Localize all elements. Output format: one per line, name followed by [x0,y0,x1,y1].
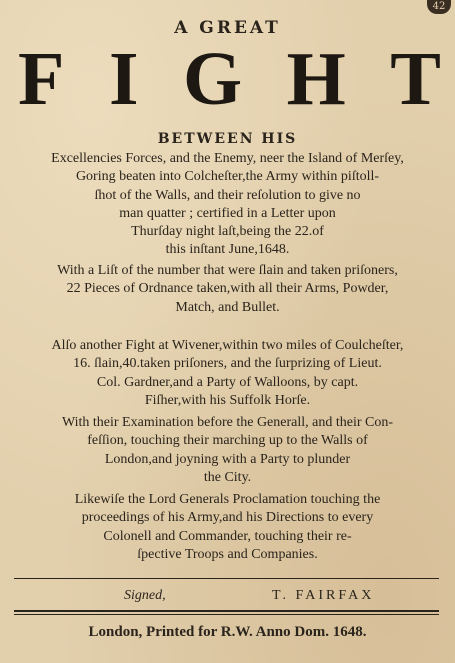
text-line: Col. Gardner,and a Party of Walloons, by capt. [96,374,359,390]
text-line: Match, and Bullet. [175,299,280,315]
signatory-name: T. FAIRFAX [272,588,375,603]
text-line: 16. ſlain,40.taken priſoners, and the ſurprizing of Lieut. [73,356,382,372]
divider-rule-double [14,610,439,612]
text-line: the City. [203,469,252,485]
imprint-line: London, Printed for R.W. Anno Dom. 1648. [88,624,367,640]
headline-letter: I [108,37,139,121]
text-line: Thurſday night laſt,being the 22.of [131,224,324,240]
kicker-heading: A GREAT [174,18,281,38]
corner-page-mark: 42 [427,0,451,14]
divider-rule [14,578,439,579]
text-line: Fiſher,with his Suffolk Horſe. [144,392,311,408]
text-line: ſhot of the Walls, and their reſolution to give no [94,187,361,203]
text-line: London,and joyning with a Party to plunder [104,451,351,467]
text-line: this inſtant June,1648. [165,242,290,258]
headline-letter: T [390,37,441,121]
headline-letter: F [18,37,65,121]
text-line: With their Examination before the Generall, and their Con- [61,415,394,430]
text-line: feſſion, touching their marching up to the Walls of [87,433,368,449]
headline-letter: G [183,37,243,121]
paragraph-examination [6,414,449,487]
signed-label: Signed, [124,588,166,603]
paragraph-proclamation [6,491,449,564]
divider-rule-double [14,614,439,615]
paragraph-list-slain [6,262,449,317]
text-line: Excellencies Forces, and the Enemy, neer the Island of Merſey, [51,151,404,166]
text-line: man quatter ; certified in a Letter upon [119,205,336,221]
between-heading: BETWEEN HIS [157,131,298,147]
paragraph-another-fight [6,337,449,410]
text-line: Likewiſe the Lord Generals Proclamation touching the [74,492,381,507]
headline-letter: H [286,37,346,121]
text-line: 22 Pieces of Ordnance taken,with all their Arms, Powder, [66,281,389,297]
text-line: ſpective Troops and Companies. [137,546,318,562]
main-headline [18,37,441,121]
text-line: With a Liſt of the number that were ſlain and taken priſoners, [57,263,398,278]
text-line: Goring beaten into Colcheſter,the Army within piſtoll- [75,169,380,185]
text-line: Alſo another Fight at Wivener,within two miles of Coulcheſter, [51,338,404,353]
paragraph-forces [6,150,449,260]
text-line: proceedings of his Army,and his Directions to every [81,510,374,526]
text-line: Colonell and Commander, touching their re- [103,528,352,544]
